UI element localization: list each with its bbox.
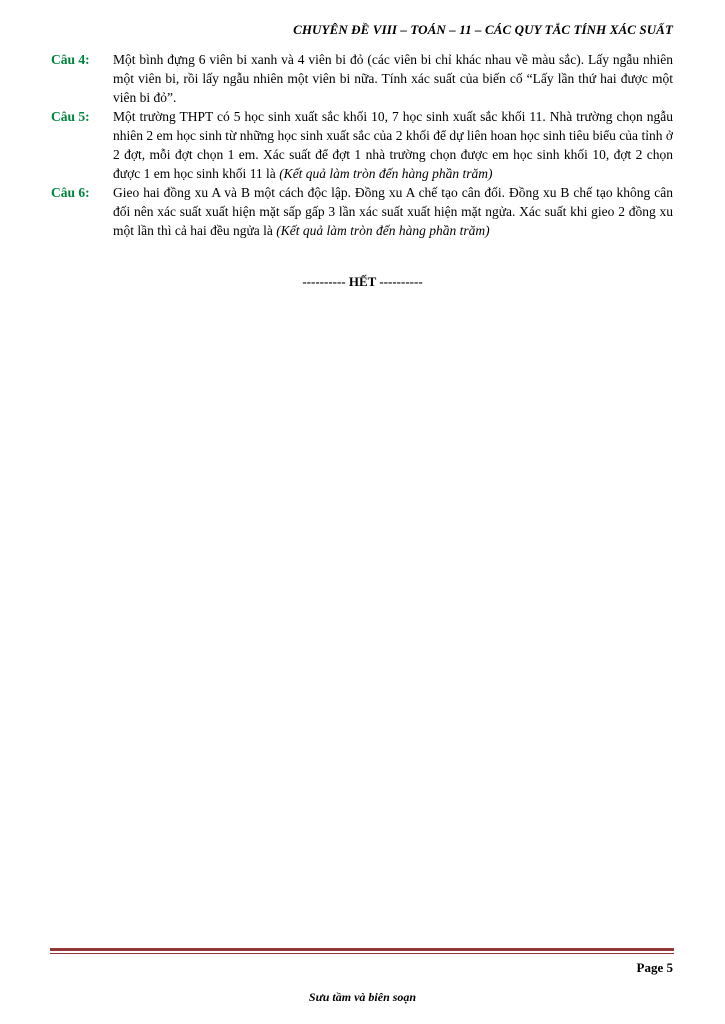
footer-divider-thick-line <box>50 948 674 951</box>
question-note: (Kết quả làm tròn đến hàng phần trăm) <box>276 223 490 238</box>
footer-divider <box>50 948 674 955</box>
question-5 <box>51 107 673 183</box>
question-label: Câu 5: <box>51 109 90 124</box>
page-header-title: CHUYÊN ĐỀ VIII – TOÁN – 11 – CÁC QUY TẮC TÍNH XÁC SUẤT <box>293 22 673 37</box>
page-number: Page 5 <box>636 960 673 975</box>
question-note: (Kết quả làm tròn đến hàng phần trăm) <box>279 166 493 181</box>
question-label: Câu 4: <box>51 52 90 67</box>
question-4 <box>51 50 673 107</box>
question-text <box>113 183 673 240</box>
question-text <box>113 107 673 183</box>
question-list <box>51 50 673 240</box>
question-6 <box>51 183 673 240</box>
question-body: Một bình đựng 6 viên bi xanh và 4 viên bi đỏ (các viên bi chỉ khác nhau về màu sắc). Lấy ngẫu nhiên một viên bi, rồi lấy ngẫu nhiên một viên bi nữa. Tính xác suất của biến cố “Lấy lần thứ hai được một viên bi đỏ”. <box>113 52 673 105</box>
question-body: Một trường THPT có 5 học sinh xuất sắc khối 10, 7 học sinh xuất sắc khối 11. Nhà trường chọn ngẫu nhiên 2 em học sinh từ những học sinh xuất sắc của 2 khối để dự liên hoan học sinh tiêu biểu của tỉnh ở 2 đợt, mỗi đợt chọn 1 em. Xác suất để đợt 1 nhà trường chọn được em học sinh khối 10, đợt 2 chọn được 1 em học sinh khối 11 là <box>113 109 673 181</box>
question-body: Gieo hai đồng xu A và B một cách độc lập. Đồng xu A chế tạo cân đối. Đồng xu B chế tạo không cân đối nên xác suất xuất hiện mặt sấp gấp 3 lần xác suất xuất hiện mặt ngửa. Xác suất khi gieo 2 đồng xu một lần thì cả hai đều ngửa là <box>113 185 673 238</box>
end-marker: ---------- HẾT ---------- <box>302 274 423 289</box>
footer-credit: Sưu tầm và biên soạn <box>308 990 417 1004</box>
question-label: Câu 6: <box>51 185 90 200</box>
question-text <box>113 50 673 107</box>
footer-divider-thin-line <box>50 953 674 954</box>
